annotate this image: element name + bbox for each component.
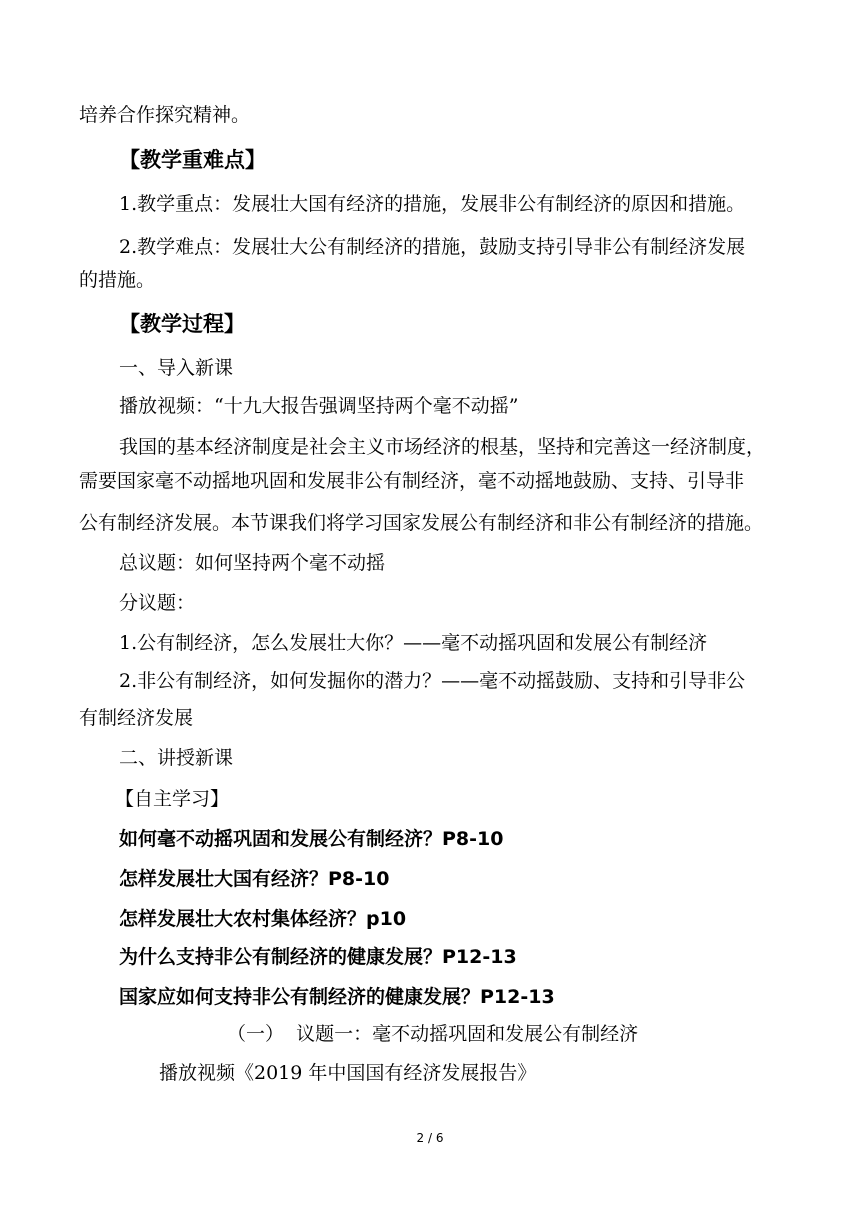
self-study-question: 怎样发展壮大国有经济？P8-10 [119,868,390,890]
key-point-item: 1.教学重点：发展壮大国有经济的措施，发展非公有制经济的原因和措施。 [119,193,746,215]
self-study-question: 国家应如何支持非公有制经济的健康发展？P12-13 [119,986,555,1008]
section-heading-process: 【教学过程】 [119,312,245,336]
subsection-new-lesson: 二、讲授新课 [119,747,234,769]
sub-topic-label: 分议题： [119,592,196,614]
main-topic-line: 总议题：如何坚持两个毫不动摇 [119,552,386,574]
page-number: 2 / 6 [416,1131,444,1145]
video-line: 播放视频《2019 年中国国有经济发展报告》 [159,1062,537,1084]
subsection-intro: 一、导入新课 [119,357,234,379]
topic-one-heading: （一） 议题一：毫不动摇巩固和发展公有制经济 [227,1023,639,1045]
paragraph-continuation: 培养合作探究精神。 [79,104,251,126]
intro-paragraph-line: 需要国家毫不动摇地巩固和发展非公有制经济，毫不动摇地鼓励、支持、引导非 [79,470,745,492]
self-study-question: 怎样发展壮大农村集体经济？p10 [119,908,407,930]
section-heading-key-points: 【教学重难点】 [119,148,266,172]
self-study-label: 【自主学习】 [115,788,230,810]
self-study-question: 为什么支持非公有制经济的健康发展？P12-13 [119,946,517,968]
difficult-point-item-continuation: 的措施。 [79,269,156,291]
sub-topic-item: 1.公有制经济，怎么发展壮大你？——毫不动摇巩固和发展公有制经济 [119,632,708,654]
intro-paragraph-line: 我国的基本经济制度是社会主义市场经济的根基，坚持和完善这一经济制度， [119,436,766,458]
difficult-point-item: 2.教学难点：发展壮大公有制经济的措施，鼓励支持引导非公有制经济发展 [119,236,746,258]
sub-topic-item: 2.非公有制经济，如何发掘你的潜力？——毫不动摇鼓励、支持和引导非公 [119,670,746,692]
video-line: 播放视频：“十九大报告强调坚持两个毫不动摇” [119,395,519,417]
sub-topic-item-continuation: 有制经济发展 [79,707,194,729]
intro-paragraph-line: 公有制经济发展。本节课我们将学习国家发展公有制经济和非公有制经济的措施。 [79,512,764,534]
self-study-question: 如何毫不动摇巩固和发展公有制经济？P8-10 [119,828,504,850]
